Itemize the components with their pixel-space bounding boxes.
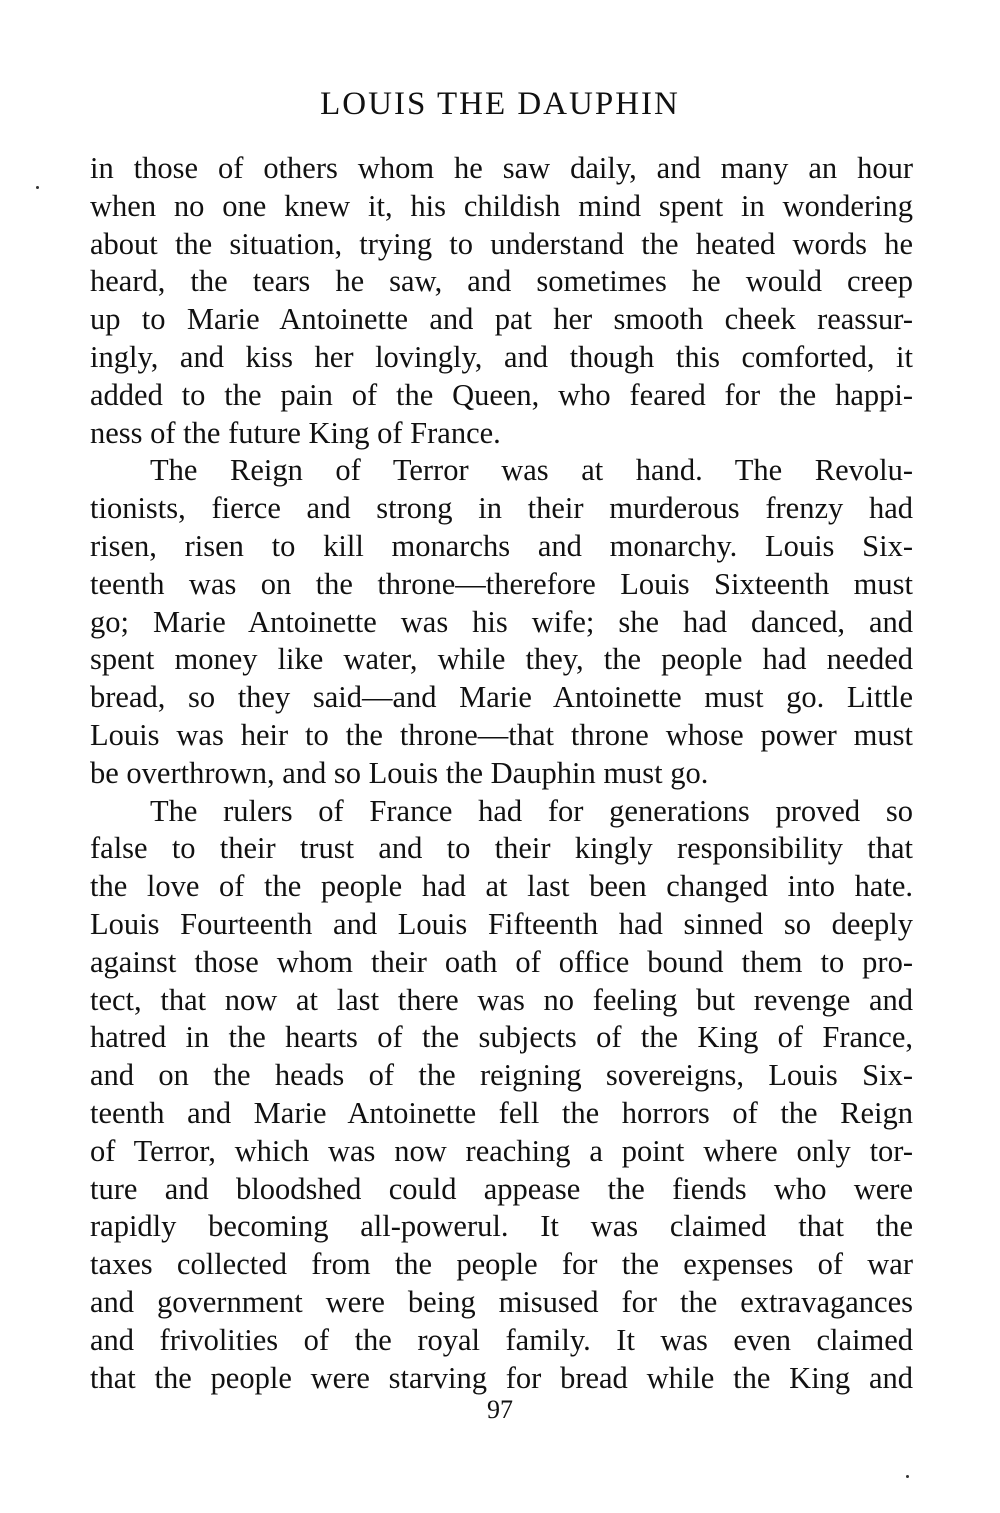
text-line: the love of the people had at last been changed into hate.	[90, 869, 913, 904]
text-line: false to their trust and to their kingly responsibility that	[90, 831, 913, 866]
text-line: Louis was heir to the throne—that throne whose power must	[90, 717, 913, 752]
text-line: Louis Fourteenth and Louis Fifteenth had sinned so deeply	[90, 906, 913, 941]
text-line: rapidly becoming all-powerul. It was claimed that the	[90, 1209, 913, 1244]
text-line: and government were being misused for the extravagances	[90, 1284, 913, 1319]
text-line: tect, that now at last there was no feeling but revenge and	[90, 982, 913, 1017]
text-line: ture and bloodshed could appease the fiends who were	[90, 1171, 913, 1206]
text-line: spent money like water, while they, the people had needed	[90, 642, 913, 677]
text-line: against those whom their oath of office bound them to pro-	[90, 944, 913, 979]
text-line: when no one knew it, his childish mind spent in wondering	[90, 188, 913, 223]
body-text	[90, 150, 913, 1397]
text-line: and on the heads of the reigning sovereigns, Louis Six-	[90, 1058, 913, 1093]
text-line: go; Marie Antoinette was his wife; she had danced, and	[90, 604, 913, 639]
paragraph	[90, 150, 913, 452]
text-line: heard, the tears he saw, and sometimes he would creep	[90, 264, 913, 299]
scan-speck	[36, 186, 39, 189]
text-line: ness of the future King of France.	[90, 415, 501, 450]
scan-speck	[906, 1475, 909, 1478]
text-line: risen, risen to kill monarchs and monarchy. Louis Six-	[90, 528, 913, 563]
text-line: added to the pain of the Queen, who feared for the happi-	[90, 377, 913, 412]
text-line: tionists, fierce and strong in their murderous frenzy had	[90, 491, 913, 526]
running-head: LOUIS THE DAUPHIN	[320, 86, 680, 122]
paragraph	[90, 793, 913, 1398]
text-line: be overthrown, and so Louis the Dauphin must go.	[90, 755, 709, 790]
text-line: about the situation, trying to understand the heated words he	[90, 226, 913, 261]
page-number: 97	[487, 1395, 513, 1424]
text-line: taxes collected from the people for the expenses of war	[90, 1247, 913, 1282]
text-line: ingly, and kiss her lovingly, and though this comforted, it	[90, 339, 913, 374]
text-line: teenth was on the throne—therefore Louis Sixteenth must	[90, 566, 913, 601]
paragraph	[90, 452, 913, 792]
text-line: that the people were starving for bread while the King and	[90, 1360, 913, 1395]
text-line: up to Marie Antoinette and pat her smooth cheek reassur-	[90, 302, 913, 337]
text-line: in those of others whom he saw daily, and many an hour	[90, 151, 913, 185]
text-line: teenth and Marie Antoinette fell the horrors of the Reign	[90, 1095, 913, 1130]
text-line: and frivolities of the royal family. It was even claimed	[90, 1322, 913, 1357]
text-line: The Reign of Terror was at hand. The Revolu-	[150, 453, 913, 488]
text-line: of Terror, which was now reaching a point where only tor-	[90, 1133, 913, 1168]
text-line: bread, so they said—and Marie Antoinette must go. Little	[90, 680, 913, 715]
text-line: The rulers of France had for generations proved so	[150, 793, 913, 828]
text-line: hatred in the hearts of the subjects of the King of France,	[90, 1020, 913, 1055]
